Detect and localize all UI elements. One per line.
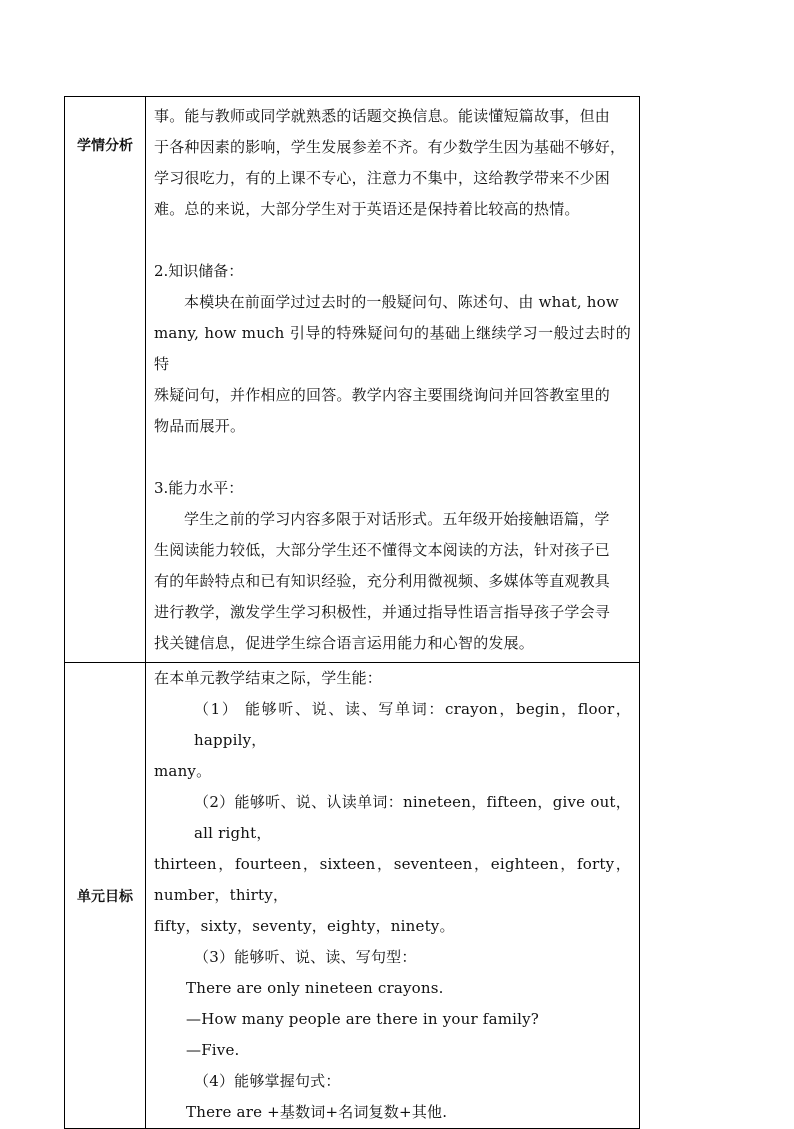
goal-2-line: thirteen，fourteen，sixteen，seventeen，eighteen，forty，number，thirty， [154, 855, 631, 904]
ability-line: 生阅读能力较低，大部分学生还不懂得文本阅读的方法，针对孩子已 [154, 540, 611, 559]
goal-1-line: （1） 能够听、说、读、写单词：crayon，begin，floor，happily， [194, 700, 631, 749]
knowledge-line: 本模块在前面学过过去时的一般疑问句、陈述句、由 what, how [184, 292, 619, 311]
goal-3-sentence: —How many people are there in your family? [186, 1010, 540, 1028]
knowledge-line: 殊疑问句，并作相应的回答。教学内容主要围绕询问并回答教室里的 [154, 385, 611, 404]
goal-2-line: fifty，sixty，seventy，eighty，ninety。 [154, 917, 455, 935]
row-unit-goals [65, 663, 640, 1129]
label-unit-goals: 单元目标 [65, 663, 146, 1129]
goal-3-heading: （3）能够听、说、读、写句型： [194, 948, 417, 966]
ability-line: 有的年龄特点和已有知识经验，充分利用微视频、多媒体等直观教具 [154, 571, 611, 590]
goal-2-line: （2）能够听、说、认读单词：nineteen，fifteen，give out，all right， [194, 793, 631, 842]
lesson-plan-table [64, 96, 640, 1129]
goal-4-heading: （4）能够掌握句式： [194, 1072, 341, 1090]
label-learner-analysis: 学情分析 [65, 97, 146, 663]
goal-1-line: many。 [154, 762, 212, 780]
ability-heading: 3.能力水平： [154, 478, 244, 497]
intro-line: 事。能与教师或同学就熟悉的话题交换信息。能读懂短篇故事，但由 [154, 106, 611, 125]
goals-intro: 在本单元教学结束之际，学生能： [154, 669, 383, 687]
knowledge-heading: 2.知识储备： [154, 261, 244, 280]
intro-line: 难。总的来说，大部分学生对于英语还是保持着比较高的热情。 [154, 199, 580, 218]
content-learner-analysis [146, 97, 640, 663]
goal-3-sentence: There are only nineteen crayons. [186, 979, 444, 997]
knowledge-line: 物品而展开。 [154, 416, 246, 435]
ability-line: 学生之前的学习内容多限于对话形式。五年级开始接触语篇，学 [184, 509, 610, 528]
row-learner-analysis [65, 97, 640, 663]
goal-3-sentence: —Five. [186, 1041, 240, 1059]
content-unit-goals [146, 663, 640, 1129]
intro-line: 学习很吃力，有的上课不专心，注意力不集中，这给教学带来不少困 [154, 168, 611, 187]
knowledge-line: many, how much 引导的特殊疑问句的基础上继续学习一般过去时的特 [154, 323, 631, 373]
goal-4-sentence: There are +基数词+名词复数+其他. [186, 1103, 448, 1121]
ability-line: 进行教学，激发学生学习积极性，并通过指导性语言指导孩子学会寻 [154, 602, 611, 621]
intro-line: 于各种因素的影响，学生发展参差不齐。有少数学生因为基础不够好， [154, 137, 626, 156]
ability-line: 找关键信息，促进学生综合语言运用能力和心智的发展。 [154, 633, 535, 652]
